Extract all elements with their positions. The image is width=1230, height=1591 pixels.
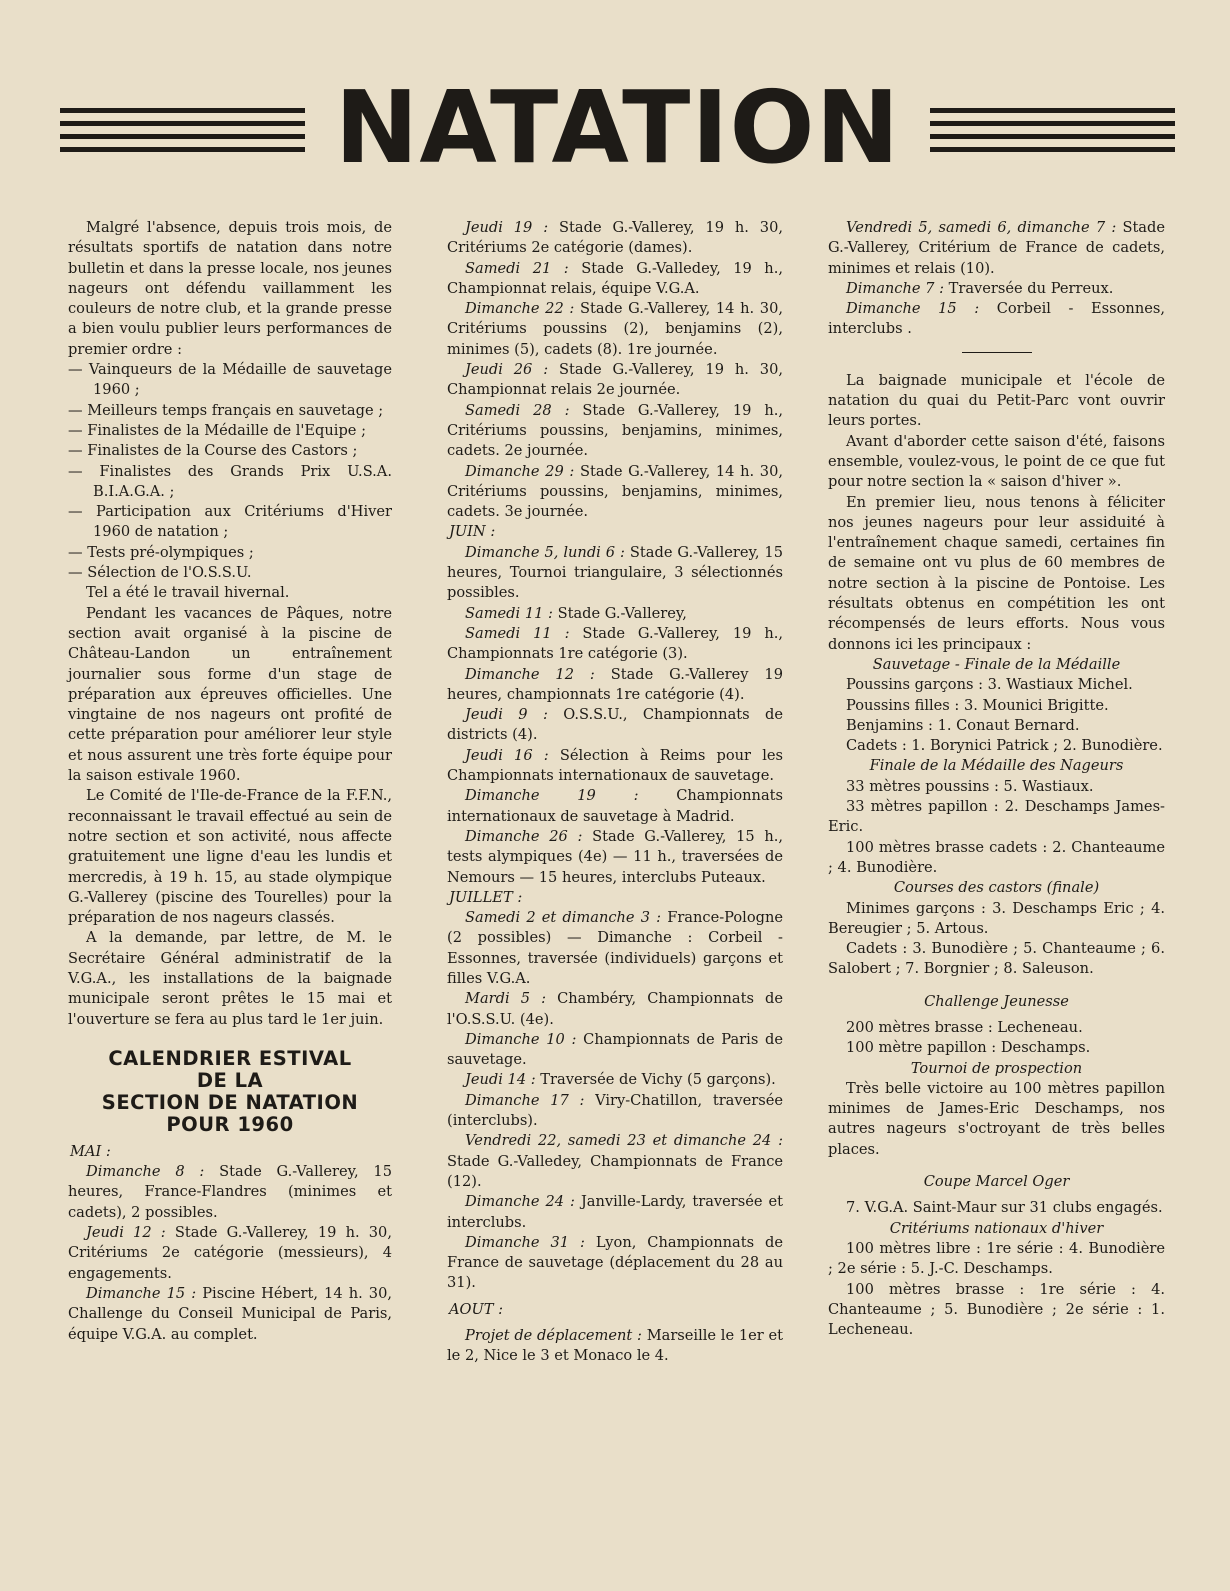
calendar-entry: Dimanche 12 : Stade G.-Vallerey 19 heures, championnats 1re catégorie (4).: [447, 665, 784, 703]
result-line: Cadets : 3. Bunodière ; 5. Chanteaume ; 6. Salobert ; 7. Borgnier ; 8. Saleuson.: [828, 940, 1165, 978]
calendar-title-line: SECTION DE NATATION: [101, 1090, 359, 1114]
list-item: — Vainqueurs de la Médaille de sauvetage 1960 ;: [68, 361, 392, 399]
results-heading: Tournoi de prospection: [910, 1059, 1083, 1077]
calendar-title-line: CALENDRIER ESTIVAL: [108, 1046, 352, 1070]
calendar-entry: Dimanche 26 : Stade G.-Vallerey, 15 h., tests alympiques (4e) — 11 h., traversées de Nemours — 15 heures, interclubs Puteaux.: [447, 827, 784, 886]
paragraph: Le Comité de l'Ile-de-France de la F.F.N., reconnaissant le travail effectué au sein de notre section et son activité, nous affecte gratuitement une ligne d'eau les lundis et mercredis, à 19 h. 15, au stade olympique G.-Vallerey (piscine des Tourelles) pour la préparation de nos nageurs classés.: [68, 787, 392, 927]
result-line: 33 mètres papillon : 2. Deschamps James-Eric.: [828, 798, 1165, 836]
calendar-entry: Dimanche 17 : Viry-Chatillon, traversée (interclubs).: [447, 1091, 783, 1130]
section-divider: [962, 352, 1032, 353]
paragraph: Pendant les vacances de Pâques, notre section avait organisé à la piscine de Château-Landon un entraînement journalier sous forme d'un stage de préparation aux épreuves officielles. Une vingtaine de nos nageurs ont profité de cette préparation pour améliorer leur style et nous assurent une très forte équipe pour la saison estivale 1960.: [68, 604, 392, 785]
column-1: [68, 218, 392, 1345]
masthead-rule-right: [930, 108, 1175, 160]
calendar-entry: Samedi 21 : Stade G.-Valledey, 19 h., Championnat relais, équipe V.G.A.: [447, 259, 783, 297]
calendar-entry: Dimanche 10 : Championnats de Paris de sauvetage.: [447, 1030, 784, 1069]
result-line: 100 mètres libre : 1re série : 4. Bunodière ; 2e série : 5. J.-C. Deschamps.: [828, 1239, 1165, 1278]
list-item: — Participation aux Critériums d'Hiver 1960 de natation ;: [68, 503, 392, 541]
calendar-entry: Jeudi 16 : Sélection à Reims pour les Championnats internationaux de sauvetage.: [447, 746, 783, 785]
calendar-entry: Jeudi 12 : Stade G.-Vallerey, 19 h. 30, Critériums 2e catégorie (messieurs), 4 engagements.: [68, 1224, 392, 1282]
paragraph: En premier lieu, nous tenons à féliciter nos jeunes nageurs pour leur assiduité à l'entraînement chaque samedi, certaines fin de semaine ont vu plus de 60 membres de notre section à la piscine de Pontoise. Les résultats obtenus en compétition les ont récompensés de leurs efforts. Nous vous donnons ici les principaux :: [828, 493, 1165, 653]
calendar-entry: Samedi 11 : Stade G.-Vallerey,: [465, 604, 687, 622]
list-item: — Finalistes de la Course des Castors ;: [68, 442, 358, 460]
month-heading-aout: AOUT :: [449, 1300, 504, 1318]
calendar-title-line: DE LA: [196, 1068, 264, 1092]
calendar-entry: Dimanche 15 : Piscine Hébert, 14 h. 30, Challenge du Conseil Municipal de Paris, équipe V.G.A. au complet.: [68, 1284, 393, 1343]
month-heading-mai: MAI :: [70, 1142, 111, 1160]
paragraph: Avant d'aborder cette saison d'été, faisons ensemble, voulez-vous, le point de ce que fut pour notre section la « saison d'hiver ».: [828, 432, 1165, 491]
result-line: 7. V.G.A. Saint-Maur sur 31 clubs engagés.: [846, 1199, 1163, 1217]
month-heading-juin: JUIN :: [449, 523, 496, 541]
calendar-entry: Dimanche 8 : Stade G.-Vallerey, 15 heures, France-Flandres (minimes et cadets), 2 possibles.: [68, 1163, 392, 1221]
list-item: — Finalistes des Grands Prix U.S.A. B.I.A.G.A. ;: [68, 462, 392, 500]
calendar-title-line: POUR 1960: [166, 1112, 294, 1136]
masthead: [60, 69, 1175, 186]
list-item: — Tests pré-olympiques ;: [68, 543, 254, 561]
list-item: — Meilleurs temps français en sauvetage ;: [68, 401, 384, 419]
results-heading: Finale de la Médaille des Nageurs: [869, 757, 1124, 775]
calendar-entry: Mardi 5 : Chambéry, Championnats de l'O.S.S.U. (4e).: [447, 990, 784, 1028]
page-title: NATATION: [334, 69, 901, 186]
calendar-entry: Vendredi 5, samedi 6, dimanche 7 : Stade G.-Vallerey, Critérium de France de cadets, minimes et relais (10).: [828, 219, 1165, 277]
result-line: Poussins filles : 3. Mounici Brigitte.: [846, 696, 1109, 714]
calendar-title: [68, 1048, 392, 1136]
calendar-entry: Dimanche 15 : Corbeil - Essonnes, interclubs .: [828, 300, 1165, 338]
results-heading: Coupe Marcel Oger: [923, 1173, 1070, 1191]
calendar-entry: Dimanche 31 : Lyon, Championnats de France de sauvetage (déplacement du 28 au 31).: [447, 1233, 783, 1292]
calendar-entry: Samedi 2 et dimanche 3 : France-Pologne (2 possibles) — Dimanche : Corbeil - Essonnes, traversée (individuels) garçons et filles V.G.A.: [447, 909, 783, 987]
results-heading: Challenge Jeunesse: [924, 992, 1069, 1010]
calendar-entry: Jeudi 26 : Stade G.-Vallerey, 19 h. 30, Championnat relais 2e journée.: [447, 361, 783, 399]
paragraph: La baignade municipale et l'école de natation du quai du Petit-Parc vont ouvrir leurs portes.: [828, 371, 1165, 430]
list-item: — Finalistes de la Médaille de l'Equipe ;: [68, 421, 366, 439]
calendar-entry: Samedi 11 : Stade G.-Vallerey, 19 h., Championnats 1re catégorie (3).: [447, 624, 784, 663]
result-line: 100 mètre papillon : Deschamps.: [846, 1039, 1091, 1057]
result-line: 100 mètres brasse cadets : 2. Chanteaume ; 4. Bunodière.: [828, 838, 1165, 876]
calendar-entry: Dimanche 7 : Traversée du Perreux.: [846, 279, 1114, 297]
results-heading: Sauvetage - Finale de la Médaille: [872, 655, 1121, 673]
column-2: [447, 218, 783, 1367]
result-line: 33 mètres poussins : 5. Wastiaux.: [846, 777, 1094, 795]
calendar-entry: Jeudi 9 : O.S.S.U., Championnats de districts (4).: [447, 706, 783, 744]
calendar-entry: Jeudi 14 : Traversée de Vichy (5 garçons).: [465, 1071, 776, 1089]
calendar-entry: Dimanche 29 : Stade G.-Vallerey, 14 h. 30, Critériums poussins, benjamins, minimes, cadets. 3e journée.: [447, 462, 783, 521]
result-line: Poussins garçons : 3. Wastiaux Michel.: [846, 676, 1133, 694]
calendar-entry: Vendredi 22, samedi 23 et dimanche 24 : Stade G.-Valledey, Championnats de France (12).: [447, 1132, 783, 1190]
intro-paragraph: Malgré l'absence, depuis trois mois, de résultats sportifs de natation dans notre bulletin et dans la presse locale, nos jeunes nageurs ont défendu vaillamment les couleurs de notre club, et la grande presse a bien voulu publier leurs performances de premier ordre :: [68, 219, 392, 358]
results-heading: Critériums nationaux d'hiver: [889, 1219, 1104, 1237]
column-3: [828, 218, 1165, 1340]
results-heading: Courses des castors (finale): [893, 879, 1100, 897]
paragraph: A la demande, par lettre, de M. le Secrétaire Général administratif de la V.G.A., les installations de la baignade municipale seront prêtes le 15 mai et l'ouverture se fera au plus tard le 1er juin.: [68, 929, 392, 1028]
calendar-entry: Dimanche 5, lundi 6 : Stade G.-Vallerey, 15 heures, Tournoi triangulaire, 3 sélectionnés possibles.: [447, 543, 784, 602]
list-item: — Sélection de l'O.S.S.U.: [68, 564, 252, 582]
paragraph: Tel a été le travail hivernal.: [86, 584, 290, 602]
result-line: 100 mètres brasse : 1re série : 4. Chanteaume ; 5. Bunodière ; 2e série : 1. Lecheneau.: [828, 1280, 1165, 1339]
result-paragraph: Très belle victoire au 100 mètres papillon minimes de James-Eric Deschamps, nos autres nageurs s'octroyant de très belles places.: [828, 1079, 1165, 1158]
calendar-entry: Projet de déplacement : Marseille le 1er et le 2, Nice le 3 et Monaco le 4.: [447, 1327, 783, 1365]
result-line: Benjamins : 1. Conaut Bernard.: [846, 716, 1080, 734]
result-line: Minimes garçons : 3. Deschamps Eric ; 4. Bereugier ; 5. Artous.: [828, 899, 1165, 937]
calendar-entry: Dimanche 22 : Stade G.-Vallerey, 14 h. 30, Critériums poussins (2), benjamins (2), minimes (5), cadets (8). 1re journée.: [447, 300, 783, 358]
calendar-entry: Jeudi 19 : Stade G.-Vallerey, 19 h. 30, Critériums 2e catégorie (dames).: [447, 219, 783, 257]
calendar-entry: Samedi 28 : Stade G.-Vallerey, 19 h., Critériums poussins, benjamins, minimes, cadets. 2e journée.: [447, 401, 784, 460]
calendar-entry: Dimanche 24 : Janville-Lardy, traversée et interclubs.: [447, 1193, 783, 1231]
result-line: 200 mètres brasse : Lecheneau.: [846, 1018, 1083, 1036]
result-line: Cadets : 1. Borynici Patrick ; 2. Bunodière.: [846, 737, 1163, 755]
calendar-entry: Dimanche 19 : Championnats internationaux de sauvetage à Madrid.: [447, 787, 783, 825]
month-heading-juillet: JUILLET :: [449, 888, 523, 906]
